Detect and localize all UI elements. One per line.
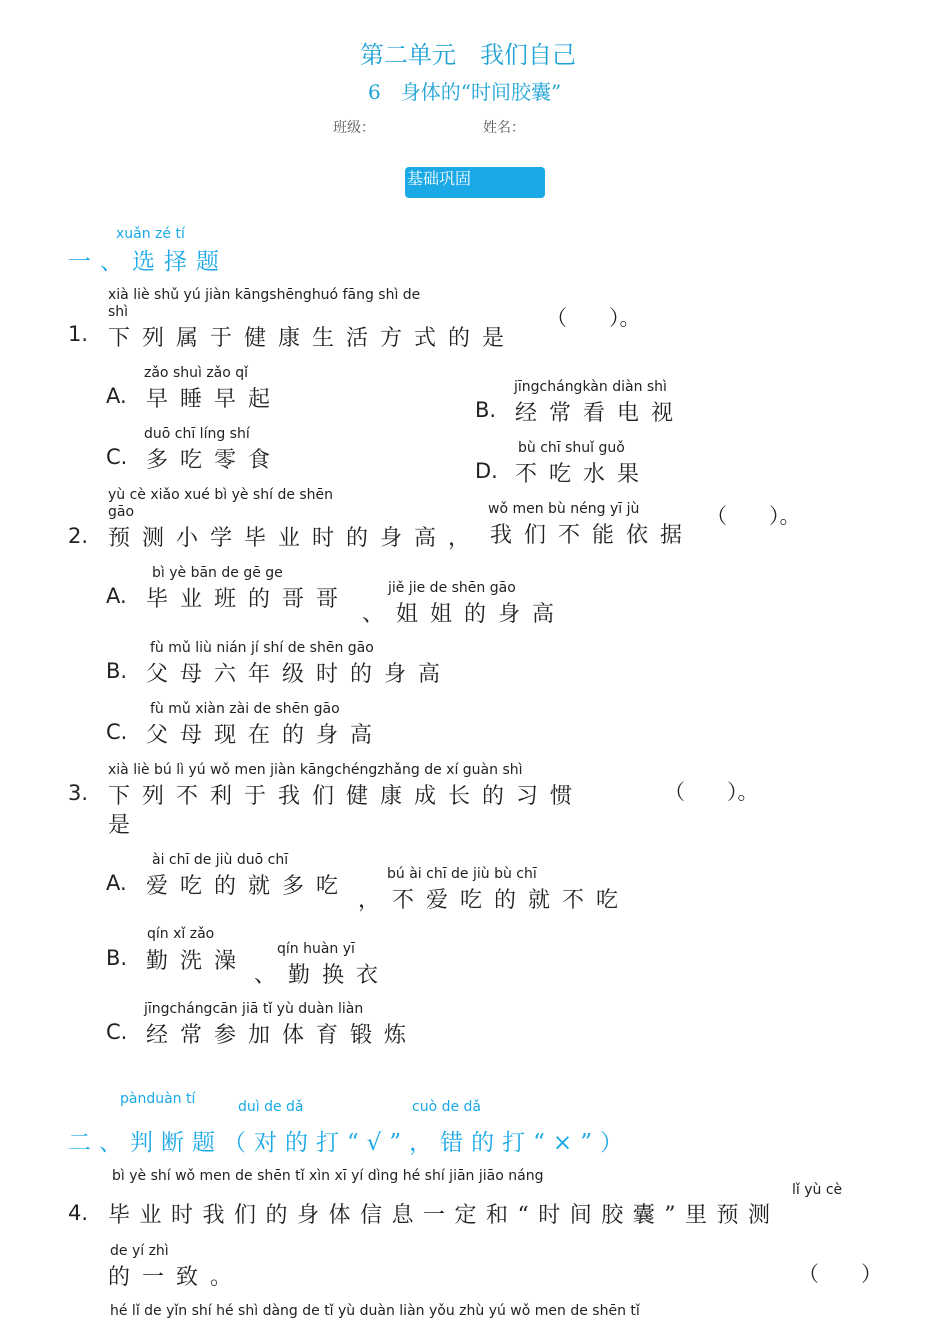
q1-optA-label[interactable]: A. bbox=[106, 384, 127, 408]
q3-text: 下列不利于我们健康成长的习惯 bbox=[108, 784, 585, 809]
q1-text: 下列属于健康生活方式的是 bbox=[108, 326, 517, 351]
q1-optC-pinyin: duō chī líng shí bbox=[144, 426, 250, 442]
q2-optA-pinyin: bì yè bān de gē ge bbox=[152, 565, 283, 581]
q4-text: 毕业时我们的身体信息一定和“时间胶囊”里预测 bbox=[108, 1203, 780, 1228]
q5-pinyin: hé lǐ de yǐn shí hé shì dàng de tǐ yù duàn liàn yǒu zhù yú wǒ men de shēn tǐ bbox=[110, 1303, 640, 1319]
q2-optB-text: 父母六年级时的身高 bbox=[146, 662, 453, 687]
q1-optD-pinyin: bù chī shuǐ guǒ bbox=[518, 440, 625, 456]
q1-optC-label[interactable]: C. bbox=[106, 445, 128, 469]
q3-optB2-text: 、勤换衣 bbox=[254, 963, 391, 988]
q1-optB-pinyin: jīngchángkàn diàn shì bbox=[514, 379, 667, 395]
q1-optC-text: 多吃零食 bbox=[146, 448, 283, 473]
q2-answer-paren[interactable]: （ ）。 bbox=[706, 504, 801, 528]
unit-title: 第二单元 我们自己 bbox=[360, 41, 576, 69]
q2-optC-label[interactable]: C. bbox=[106, 720, 128, 744]
q2-optA-label[interactable]: A. bbox=[106, 584, 127, 608]
section2-pinyin-judge: pànduàn tí bbox=[120, 1091, 196, 1107]
q3-optC-text: 经常参加体育锻炼 bbox=[146, 1023, 419, 1048]
q3-optA2-text: ，不爱吃的就不吃 bbox=[358, 888, 631, 913]
q1-pinyin-wrap: shì bbox=[108, 304, 129, 320]
section1-pinyin: xuǎn zé tí bbox=[116, 226, 185, 242]
q1-optD-text: 不吃水果 bbox=[515, 462, 652, 487]
q4-pinyin-right: lǐ yù cè bbox=[792, 1182, 843, 1198]
name-label: 姓名： bbox=[483, 120, 525, 136]
q4-pinyin2: de yí zhì bbox=[110, 1243, 169, 1259]
q3-number: 3. bbox=[68, 781, 89, 805]
q3-optB-pinyin: qín xǐ zǎo bbox=[147, 926, 215, 942]
q4-number: 4. bbox=[68, 1201, 89, 1225]
q1-optB-text: 经常看电视 bbox=[515, 401, 686, 426]
q3-answer-paren[interactable]: （ ）。 bbox=[664, 780, 759, 804]
q2-optA2-text: 、姐姐的身高 bbox=[362, 602, 567, 627]
q2-optC-text: 父母现在的身高 bbox=[146, 723, 385, 748]
q2-optA2-pinyin: jiě jie de shēn gāo bbox=[388, 580, 516, 596]
q3-optA2-pinyin: bú ài chī de jiù bù chī bbox=[387, 866, 537, 882]
q1-optA-pinyin: zǎo shuì zǎo qǐ bbox=[144, 365, 249, 381]
q2-optA-text: 毕业班的哥哥 bbox=[146, 587, 351, 612]
q3-pinyin: xià liè bú lì yú wǒ men jiàn kāngchéngzhǎng de xí guàn shì bbox=[108, 762, 523, 778]
section2-pinyin-wrong: cuò de dǎ bbox=[412, 1099, 482, 1115]
q2-text: 预测小学毕业时的身高， bbox=[108, 526, 483, 551]
q3-optC-pinyin: jīngchángcān jiā tǐ yù duàn liàn bbox=[144, 1001, 364, 1017]
q3-optB-text: 勤洗澡 bbox=[146, 949, 249, 974]
q1-answer-paren[interactable]: （ ）。 bbox=[546, 306, 641, 330]
q3-optB2-pinyin: qín huàn yī bbox=[277, 941, 355, 957]
q4-answer-paren[interactable]: （ ） bbox=[798, 1262, 882, 1286]
q1-optD-label[interactable]: D. bbox=[475, 459, 498, 483]
q1-number: 1. bbox=[68, 322, 89, 346]
q1-optA-text: 早睡早起 bbox=[146, 387, 283, 412]
q2-text-b: 我们不能依据 bbox=[490, 523, 695, 548]
q2-pinyin: yù cè xiǎo xué bì yè shí de shēn bbox=[108, 487, 334, 503]
section-badge: 基础巩固 bbox=[405, 167, 545, 198]
q2-optC-pinyin: fù mǔ xiàn zài de shēn gāo bbox=[150, 701, 340, 717]
q2-optB-pinyin: fù mǔ liù nián jí shí de shēn gāo bbox=[150, 640, 374, 656]
section2-title: 二、判断题（对的打“√”，错的打“×”） bbox=[68, 1130, 631, 1156]
q4-text-wrap: 的一致。 bbox=[108, 1265, 245, 1290]
class-label: 班级： bbox=[333, 120, 375, 136]
lesson-title: 6 身体的“时间胶囊” bbox=[368, 80, 562, 104]
q2-optB-label[interactable]: B. bbox=[106, 659, 128, 683]
q3-optA-label[interactable]: A. bbox=[106, 871, 127, 895]
q3-optB-label[interactable]: B. bbox=[106, 946, 128, 970]
q3-optC-label[interactable]: C. bbox=[106, 1020, 128, 1044]
q2-pinyin-b: wǒ men bù néng yī jù bbox=[488, 501, 640, 517]
q4-pinyin: bì yè shí wǒ men de shēn tǐ xìn xī yí dìng hé shí jiān jiāo náng bbox=[112, 1168, 544, 1184]
section2-pinyin-right: duì de dǎ bbox=[238, 1099, 304, 1115]
q3-text-wrap: 是 bbox=[108, 813, 143, 838]
q3-optA-pinyin: ài chī de jiù duō chī bbox=[152, 852, 289, 868]
q2-number: 2. bbox=[68, 524, 89, 548]
q3-optA-text: 爱吃的就多吃 bbox=[146, 874, 351, 899]
section1-title: 一、选择题 bbox=[68, 249, 228, 275]
q1-pinyin: xià liè shǔ yú jiàn kāngshēnghuó fāng shì de bbox=[108, 287, 421, 303]
q2-pinyin-wrap: gāo bbox=[108, 504, 135, 520]
q1-optB-label[interactable]: B. bbox=[475, 398, 497, 422]
